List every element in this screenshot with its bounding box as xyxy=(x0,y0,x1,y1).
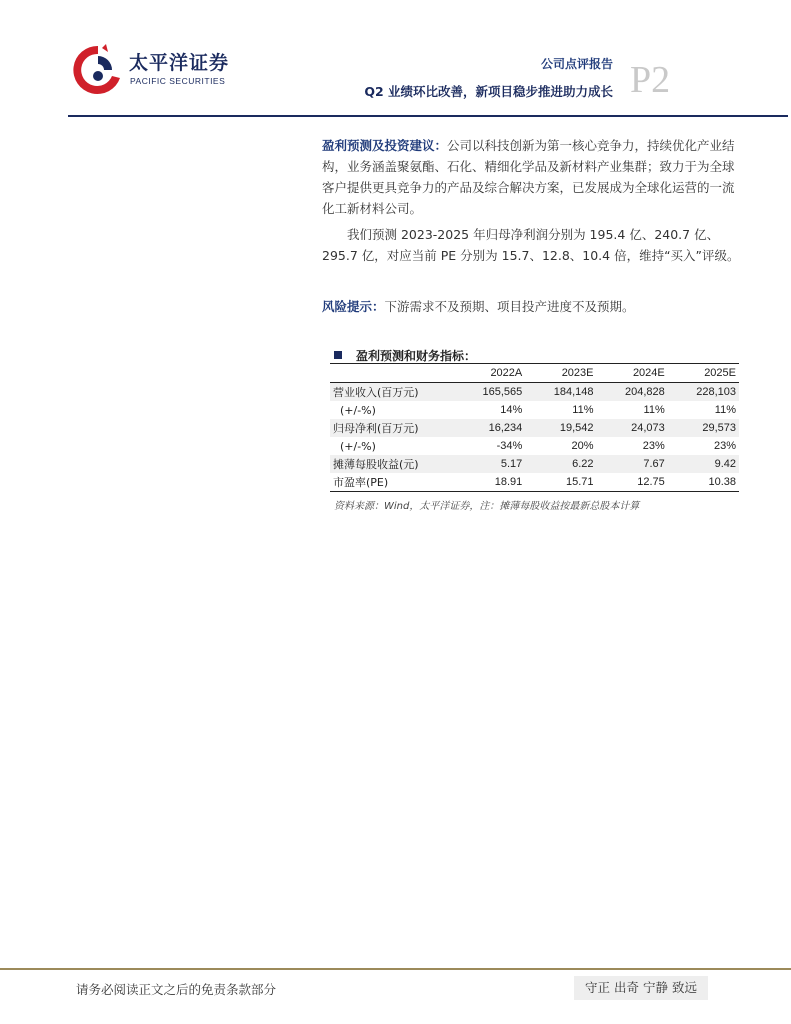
row-label: 摊薄每股收益(元) xyxy=(330,455,454,473)
table-cell: 15.71 xyxy=(525,473,596,492)
table-title xyxy=(334,347,476,364)
footer-divider xyxy=(0,968,791,970)
table-cell: 20% xyxy=(571,440,594,452)
logo-chinese-name: 太平洋证券 xyxy=(129,52,230,74)
table-cell: 23% xyxy=(713,440,736,452)
table-cell: 29,573 xyxy=(668,419,739,437)
table-cell: 5.17 xyxy=(454,455,525,473)
investment-advice-label: 盈利预测及投资建议： xyxy=(322,138,448,153)
header-cell xyxy=(330,364,454,383)
table-cell: 228,103 xyxy=(668,383,739,402)
table-cell: 165,565 xyxy=(454,383,525,402)
header-cell: 2023E xyxy=(525,364,596,383)
header-cell: 2025E xyxy=(668,364,739,383)
footer-disclaimer: 请务必阅读正文之后的免责条款部分 xyxy=(76,982,277,997)
table-cell: -34% xyxy=(496,440,523,452)
row-label: (+/-%) xyxy=(340,403,376,417)
company-logo xyxy=(72,42,242,98)
header-cell: 2022A xyxy=(454,364,525,383)
table-cell: 16,234 xyxy=(454,419,525,437)
table-row xyxy=(330,419,739,437)
page-number: P2 xyxy=(630,59,671,101)
header-divider xyxy=(68,115,788,117)
table-cell: 14% xyxy=(500,404,523,416)
financial-table xyxy=(330,363,739,492)
table-cell: 9.42 xyxy=(668,455,739,473)
table-cell: 24,073 xyxy=(597,419,668,437)
table-cell: 6.22 xyxy=(525,455,596,473)
risk-text: 下游需求不及预期、项目投产进度不及预期。 xyxy=(384,299,635,314)
square-bullet-icon xyxy=(334,351,342,359)
investment-advice-paragraph xyxy=(322,135,742,219)
table-cell: 18.91 xyxy=(454,473,525,492)
table-cell: 204,828 xyxy=(597,383,668,402)
row-label: (+/-%) xyxy=(340,439,376,453)
table-cell: 12.75 xyxy=(597,473,668,492)
table-cell: 10.38 xyxy=(668,473,739,492)
logo-mark-icon xyxy=(72,42,124,98)
row-label: 营业收入(百万元) xyxy=(330,383,454,402)
forecast-paragraph: 我们预测 2023-2025 年归母净利润分别为 195.4 亿、240.7 亿、295.7 亿，对应当前 PE 分别为 15.7、12.8、10.4 倍，维持“买入”评级。 xyxy=(322,227,740,263)
table-cell: 11% xyxy=(714,404,736,416)
table-header-row xyxy=(330,364,739,383)
table-cell: 11% xyxy=(572,404,594,416)
report-type: 公司点评报告 xyxy=(540,57,613,71)
risk-paragraph xyxy=(322,296,742,317)
risk-label: 风险提示： xyxy=(322,299,385,314)
header-cell: 2024E xyxy=(597,364,668,383)
table-row xyxy=(330,473,739,492)
table-row xyxy=(330,455,739,473)
table-cell: 19,542 xyxy=(525,419,596,437)
investment-advice-text: 公司以科技创新为第一核心竞争力，持续优化产业结构，业务涵盖聚氨酯、石化、精细化学品及新材料产业集群；致力于为全球客户提供更具竞争力的产品及综合解决方案，已发展成为全球化运营的一流化工新材料公司。 xyxy=(322,138,735,216)
table-source-note: 资料来源：Wind，太平洋证券，注：摊薄每股收益按最新总股本计算 xyxy=(334,501,640,512)
row-label: 市盈率(PE) xyxy=(330,473,454,492)
logo-english-name: PACIFIC SECURITIES xyxy=(130,76,226,86)
row-label: 归母净利(百万元) xyxy=(330,419,454,437)
table-cell: 23% xyxy=(642,440,665,452)
footer-motto: 守正 出奇 宁静 致远 xyxy=(574,976,708,1000)
table-row xyxy=(330,383,739,402)
table-row xyxy=(330,437,739,455)
report-headline: Q2 业绩环比改善，新项目稳步推进助力成长 xyxy=(364,84,613,99)
table-title-text: 盈利预测和财务指标： xyxy=(356,349,477,363)
table-cell: 7.67 xyxy=(597,455,668,473)
table-cell: 184,148 xyxy=(525,383,596,402)
table-cell: 11% xyxy=(643,404,665,416)
table-row xyxy=(330,401,739,419)
